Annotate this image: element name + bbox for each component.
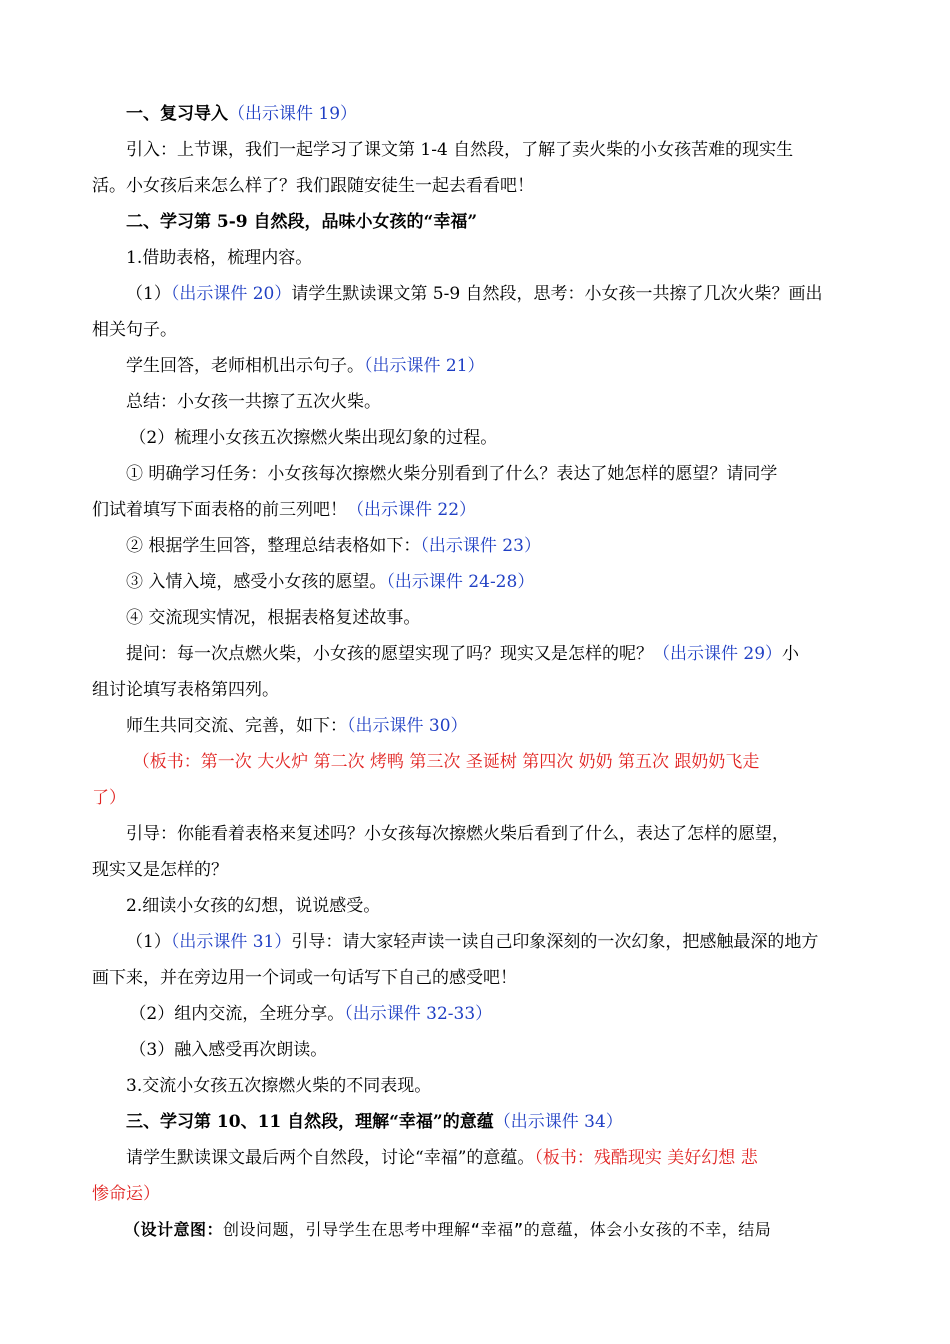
courseware-ref: （出示课件 32-33）: [344, 1004, 493, 1024]
section-3-heading: [92, 1104, 860, 1140]
question-1-text: 请学生默读课文第 5-9 自然段，思考：小女孩一共擦了几次火柴？画出: [291, 284, 823, 304]
document-page: [92, 96, 860, 1248]
section-2-heading: 二、学习第 5-9 自然段，品味小女孩的“幸福”: [126, 212, 478, 232]
courseware-ref: （出示课件 24-28）: [386, 572, 535, 592]
together-text: 师生共同交流、完善，如下：: [126, 716, 347, 736]
task-1: [92, 456, 860, 492]
design-intent: [92, 1212, 860, 1248]
section-1-heading: [92, 96, 860, 132]
task-3-text: ③ 入情入境，感受小女孩的愿望。: [126, 572, 387, 592]
intro-paragraph-cont: [92, 168, 860, 204]
step-3-title: 3.交流小女孩五次擦燃火柴的不同表现。: [126, 1076, 432, 1096]
intro-paragraph: [92, 132, 860, 168]
ask-paragraph-cont: 组讨论填写表格第四列。: [92, 680, 279, 700]
task-1-text: ① 明确学习任务：小女孩每次擦燃火柴分别看到了什么？表达了她怎样的愿望？请同学: [126, 464, 778, 484]
courseware-ref: （出示课件 29）: [653, 644, 783, 664]
courseware-ref: （出示课件 34）: [493, 1112, 623, 1132]
task-2-text: ② 根据学生回答，整理总结表格如下：: [126, 536, 421, 556]
step-2-title: 2.细读小女孩的幻想，说说感受。: [126, 896, 381, 916]
task-1-cont: [92, 492, 860, 528]
heading-text: 一、复习导入: [126, 104, 228, 124]
question-1-prefix: （1）: [126, 284, 171, 304]
courseware-ref: （出示课件 21）: [364, 356, 485, 376]
question-1-cont: 相关句子。: [92, 320, 177, 340]
question-2: （2）梳理小女孩五次擦燃火柴出现幻象的过程。: [129, 428, 498, 448]
courseware-ref: （出示课件 19）: [228, 104, 358, 124]
question-4-text: （2）组内交流，全班分享。: [129, 1004, 345, 1024]
guide-paragraph-cont: 现实又是怎样的？: [92, 860, 228, 880]
together-paragraph: [92, 708, 860, 744]
answer-text: 学生回答，老师相机出示句子。: [126, 356, 364, 376]
design-intent-text: 创设问题，引导学生在思考中理解“幸福”的意蕴，体会小女孩的不幸，结局: [223, 1220, 772, 1239]
question-4: [92, 996, 860, 1032]
question-3-cont: 画下来，并在旁边用一个词或一句话写下自己的感受吧！: [92, 968, 517, 988]
guide-paragraph: 引导：你能看着表格来复述吗？小女孩每次擦燃火柴后看到了什么，表达了怎样的愿望，: [126, 824, 789, 844]
design-intent-label: （设计意图：: [124, 1220, 224, 1239]
task-2: [92, 528, 860, 564]
intro-line-1: 引入：上节课，我们一起学习了课文第 1-4 自然段，了解了卖火柴的小女孩苦难的现实生: [126, 140, 794, 160]
task-1-text-cont: 们试着填写下面表格的前三列吧！: [92, 500, 347, 520]
task-3: [92, 564, 860, 600]
ask-text: 提问：每一次点燃火柴，小女孩的愿望实现了吗？现实又是怎样的呢？: [126, 644, 653, 664]
board-writing-2-cont: 惨命运）: [92, 1184, 160, 1204]
question-1: [92, 276, 860, 312]
discuss-text: 请学生默读课文最后两个自然段，讨论“幸福”的意蕴。: [126, 1148, 535, 1168]
courseware-ref: （出示课件 23）: [420, 536, 541, 556]
board-writing-1-cont: 了）: [92, 788, 126, 808]
step-1-title: 1.借助表格，梳理内容。: [126, 248, 313, 268]
courseware-ref: （出示课件 31）: [170, 932, 292, 952]
discuss-paragraph: [92, 1140, 860, 1176]
board-writing-2: （板书：残酷现实 美好幻想 悲: [534, 1148, 758, 1168]
ask-text-tail: 小: [782, 644, 800, 664]
question-5: （3）融入感受再次朗读。: [129, 1040, 328, 1060]
intro-line-2: 活。小女孩后来怎么样了？我们跟随安徒生一起去看看吧！: [92, 176, 534, 196]
board-writing-1: （板书：第一次 大火炉 第二次 烤鸭 第三次 圣诞树 第四次 奶奶 第五次 跟奶奶飞走: [132, 752, 760, 772]
answer-paragraph: [92, 348, 860, 384]
ask-paragraph: [92, 636, 860, 672]
courseware-ref: （出示课件 20）: [170, 284, 292, 304]
question-3-text: 引导：请大家轻声读一读自己印象深刻的一次幻象，把感触最深的地方: [291, 932, 819, 952]
question-3-prefix: （1）: [126, 932, 171, 952]
question-3: [92, 924, 860, 960]
summary-paragraph: 总结：小女孩一共擦了五次火柴。: [126, 392, 381, 412]
courseware-ref: （出示课件 30）: [347, 716, 468, 736]
task-4: ④ 交流现实情况，根据表格复述故事。: [126, 608, 421, 628]
courseware-ref: （出示课件 22）: [347, 500, 477, 520]
heading-text: 三、学习第 10、11 自然段，理解“幸福”的意蕴: [126, 1112, 494, 1132]
